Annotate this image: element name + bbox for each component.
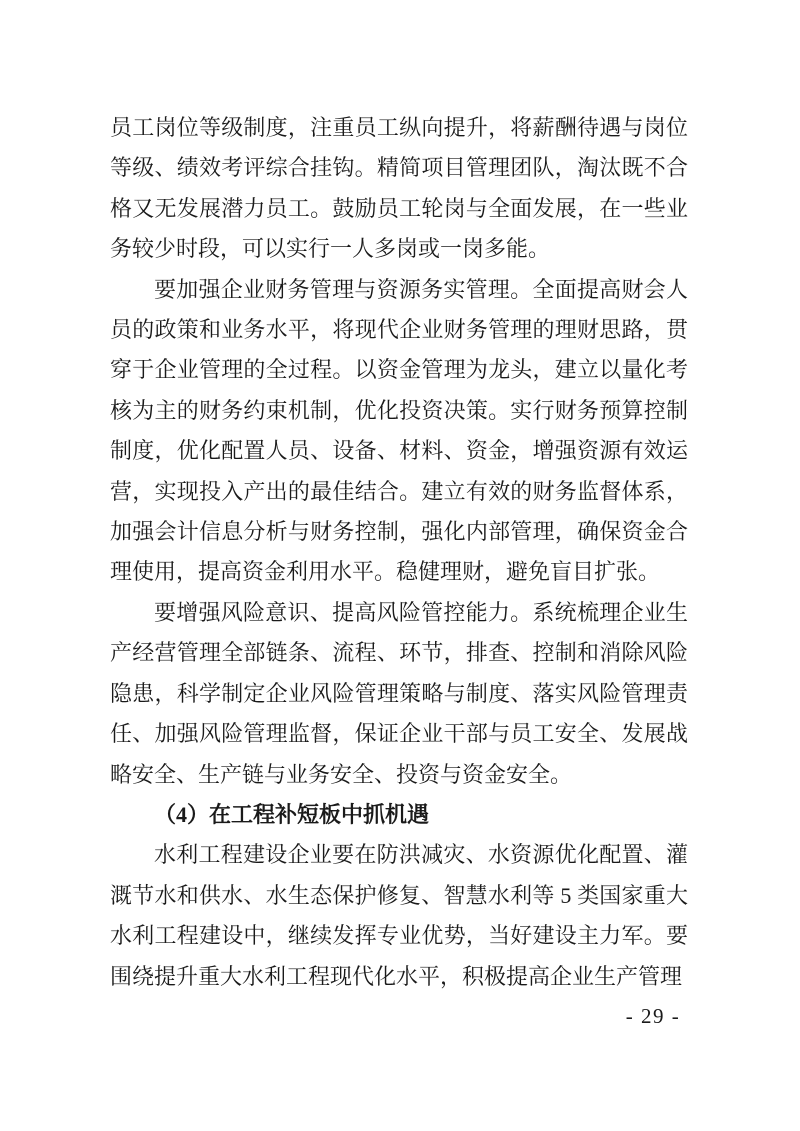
- paragraph: 员工岗位等级制度，注重员工纵向提升，将薪酬待遇与岗位等级、绩效考评综合挂钩。精简项目管理团队，淘汰既不合格又无发展潜力员工。鼓励员工轮岗与全面发展，在一些业务较少时段，可以实行一人多岗或一岗多能。: [110, 115, 688, 262]
- page-number: - 29 -: [625, 1004, 681, 1028]
- paragraph: 要加强企业财务管理与资源务实管理。全面提高财会人员的政策和业务水平，将现代企业财务管理的理财思路，贯穿于企业管理的全过程。以资金管理为龙头，建立以量化考核为主的财务约束机制，优化投资决策。实行财务预算控制制度，优化配置人员、设备、材料、资金，增强资源有效运营，实现投入产出的最佳结合。建立有效的财务监督体系，加强会计信息分析与财务控制，强化内部管理，确保资金合理使用，提高资金利用水平。稳健理财，避免盲目扩张。: [110, 276, 688, 585]
- section-heading: （4）在工程补短板中抓机遇: [154, 801, 430, 827]
- paragraph: 水利工程建设企业要在防洪减灾、水资源优化配置、灌溉节水和供水、水生态保护修复、智慧水利等 5 类国家重大水利工程建设中，继续发挥专业优势，当好建设主力军。要围绕提升重大水利工程现代化水平，积极提高企业生产管理: [110, 842, 688, 989]
- body-text: [110, 108, 688, 997]
- paragraph: 要增强风险意识、提高风险管控能力。系统梳理企业生产经营管理全部链条、流程、环节，排查、控制和消除风险隐患，科学制定企业风险管理策略与制度、落实风险管理责任、加强风险管理监督，保证企业干部与员工安全、发展战略安全、生产链与业务安全、投资与资金安全。: [110, 599, 688, 787]
